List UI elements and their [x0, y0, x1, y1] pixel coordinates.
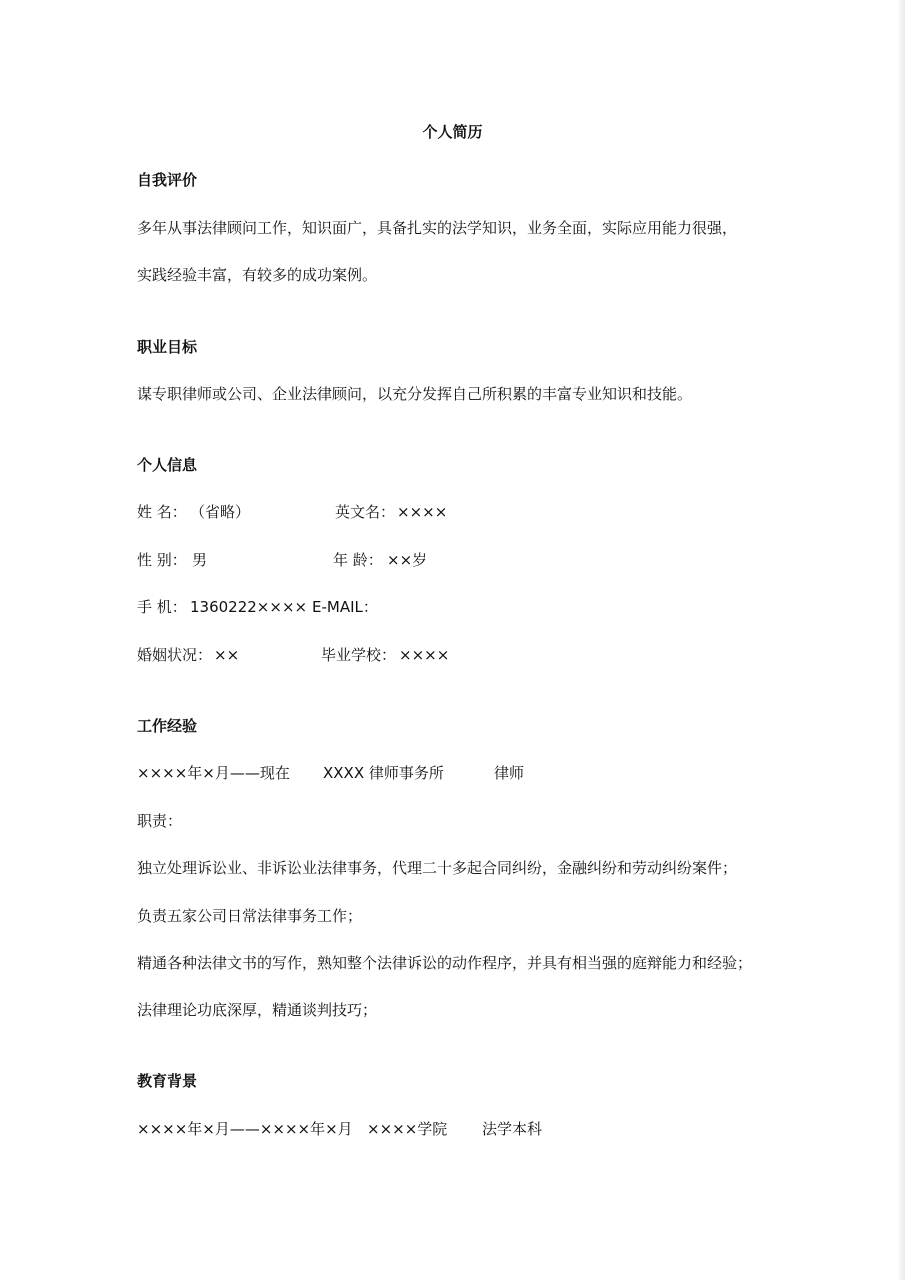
age-label: 年 龄： [333, 551, 383, 569]
marital-status-label: 婚姻状况： [137, 646, 213, 664]
english-name-value: ×××× [397, 503, 448, 521]
marital-status-value: ×× [214, 646, 240, 664]
name-value: （省略） [190, 503, 251, 521]
phone-label: 手 机： [137, 598, 187, 616]
email-label: E-MAIL： [312, 598, 378, 616]
work-position: 律师 [494, 764, 525, 782]
self-eval-line-1: 多年从事法律顾问工作，知识面广，具备扎实的法学知识，业务全面，实际应用能力很强， [137, 219, 738, 237]
career-goal-text: 谋专职律师或公司、企业法律顾问，以充分发挥自己所积累的丰富专业知识和技能。 [137, 385, 693, 403]
gender-label: 性 别： [137, 551, 187, 569]
age-value: ××岁 [387, 551, 428, 569]
career-goal-heading: 职业目标 [137, 338, 198, 356]
self-eval-heading: 自我评价 [137, 171, 198, 189]
gender-value: 男 [192, 551, 208, 569]
duty-item: 精通各种法律文书的写作，熟知整个法律诉讼的动作程序，并具有相当强的庭辩能力和经验； [137, 954, 753, 972]
phone-value: 1360222×××× [190, 598, 308, 616]
duties-label: 职责： [137, 812, 183, 830]
education-period: ××××年×月——××××年×月 [137, 1120, 353, 1138]
duty-item: 负责五家公司日常法律事务工作； [137, 907, 363, 925]
work-period: ××××年×月——现在 [137, 764, 290, 782]
education-degree: 法学本科 [482, 1120, 543, 1138]
work-firm: XXXX 律师事务所 [323, 764, 444, 782]
page-edge-shadow [897, 0, 905, 1280]
self-eval-line-2: 实践经验丰富，有较多的成功案例。 [137, 266, 378, 284]
english-name-label: 英文名： [335, 503, 396, 521]
school-label: 毕业学校： [321, 646, 397, 664]
resume-title: 个人简历 [422, 123, 483, 141]
name-label: 姓 名： [137, 503, 187, 521]
education-heading: 教育背景 [137, 1072, 198, 1090]
work-heading: 工作经验 [137, 717, 198, 735]
school-value: ×××× [399, 646, 450, 664]
duty-item: 法律理论功底深厚，精通谈判技巧； [137, 1001, 378, 1019]
duty-item: 独立处理诉讼业、非诉讼业法律事务，代理二十多起合同纠纷，金融纠纷和劳动纠纷案件； [137, 859, 738, 877]
personal-info-heading: 个人信息 [137, 456, 198, 474]
education-school: ××××学院 [367, 1120, 448, 1138]
